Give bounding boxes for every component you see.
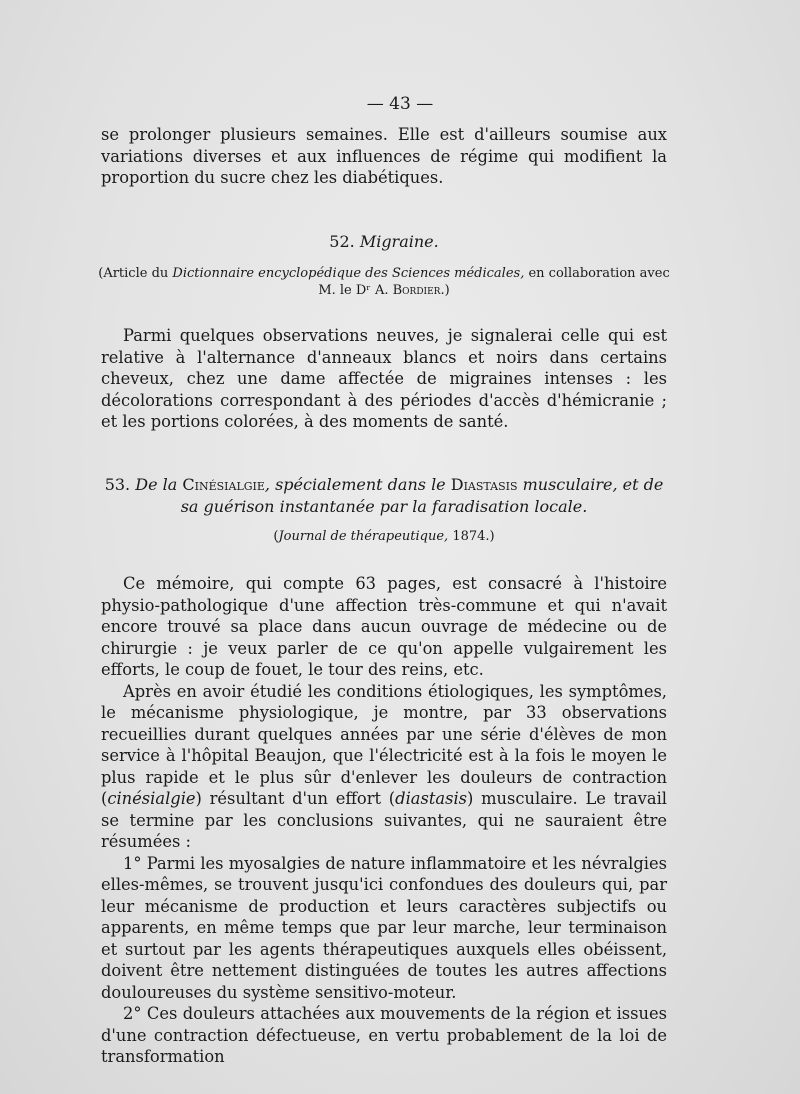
section-53-paragraph-1: Ce mémoire, qui compte 63 pages, est consacré à l'histoire physio-pathologique d'une affection très-commune et qui n'avait encore trouvé sa place dans aucun ouvrage de médecine ou de chirurgie : je veux parler de ce qu'on appelle vulgairement les efforts, le coup de fouet, le tour des reins, etc. [101,574,667,679]
section-53-paragraph-2: Après en avoir étudié les conditions étiologiques, les symptômes, le mécanisme physiologique, je montre, par 33 observations recueillies durant quelques années par une série d'élèves de mon service à l'hôpital Beaujon, que l'électricité est à la fois le moyen le plus rapide et le plus sûr d'enlever les douleurs de contraction (cinésialgie) résultant d'un effort (diastasis) musculaire. Le travail se termine par les conclusions suivantes, qui ne sauraient être résumées : [101,681,667,851]
term-cinesialgie: Cinésialgie [182,475,265,494]
page-number: — 43 — [366,94,434,114]
section-53-number: 53. [104,475,131,494]
section-52-reference: (Article du Dictionnaire encyclopédique des Sciences médicales, en collaboration avec M. le Dʳ A. Bordier.) [98,266,670,298]
intro-paragraph [101,124,667,189]
section-53-paragraph-3: 1° Parmi les myosalgies de nature inflammatoire et les névralgies elles-mêmes, se trouvent jusqu'ici confondues des douleurs qui, par leur mécanisme de production et leurs caractères subjectifs ou apparents, en même temps que par leur marche, leur terminaison et surtout par les agents thérapeutiques auxquels elles obéissent, doivent être nettement distinguées de toutes les autres affections douloureuses du système sensitivo-moteur. [101,853,667,1002]
journal-title: Journal de thérapeutique, [278,529,449,544]
section-53-journal: (Journal de thérapeutique, 1874.) [273,529,495,544]
section-52-number: 52. [329,232,355,251]
coauthor-name: Bordier [392,283,441,298]
section-53-heading: 53. De la Cinésialgie, spécialement dans le Diastasis musculaire, et de sa guérison instantanée par la faradisation locale. [104,475,664,516]
intro-text: se prolonger plusieurs semaines. Elle est d'ailleurs soumise aux variations diverses et aux influences de régime qui modifient la proportion du sucre chez les diabétiques. [101,125,667,187]
dictionary-title: Dictionnaire encyclopédique des Sciences médicales, [172,266,525,281]
section-52-heading [101,232,667,251]
section-53-paragraph-4: 2° Ces douleurs attachées aux mouvements de la région et issues d'une contraction défectueuse, en vertu probablement de la loi de transformation [101,1004,667,1066]
section-52-body [101,325,667,433]
section-52-title: Migraine. [359,232,439,251]
term-diastasis: Diastasis [450,475,518,494]
section-53-body [101,573,667,1068]
section-52-paragraph: Parmi quelques observations neuves, je signalerai celle qui est relative à l'alternance d'anneaux blancs et noirs dans certains cheveux, chez une dame affectée de migraines intenses : les décolorations correspondant à des périodes d'accès d'hémicranie ; et les portions colorées, à des moments de santé. [101,326,667,431]
